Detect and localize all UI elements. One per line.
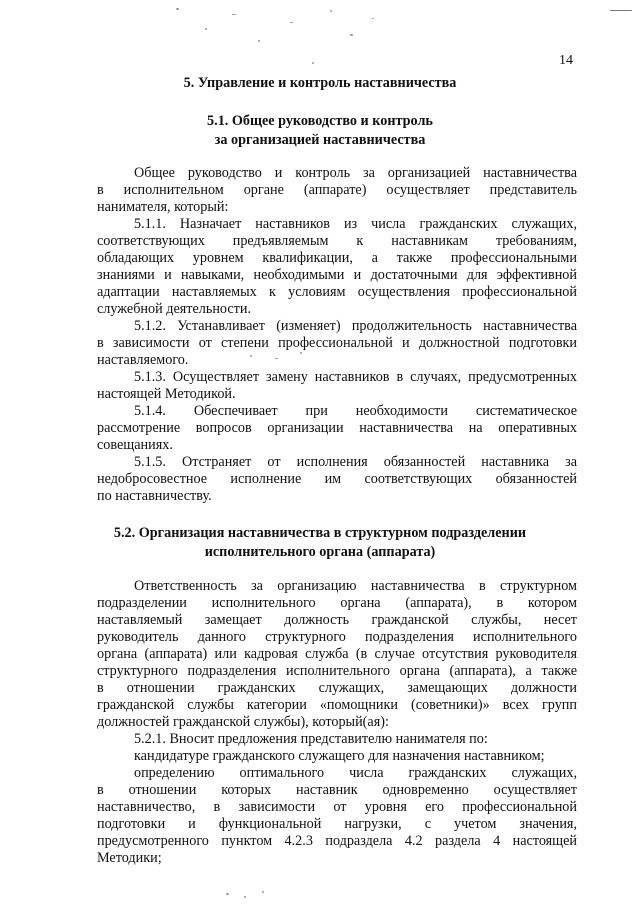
paragraph-line: 5.1.1. Назначает наставников из числа гражданских служащих, (134, 216, 577, 232)
paragraph-line: 5.1.3. Осуществляет замену наставников в случаях, предусмотренных (134, 369, 577, 385)
paragraph-line: 5.1.4. Обеспечивает при необходимости систематическое (134, 403, 577, 419)
subsection-2-title-line-2: исполнительного органа (аппарата) (204, 544, 436, 560)
paragraph-line: подготовки и функциональной нагрузки, с учетом значения, (97, 816, 577, 832)
paragraph-line: рассмотрение вопросов организации наставничества на оперативных (97, 420, 577, 436)
paragraph-line: наставничество, в зависимости от уровня его профессиональной (97, 799, 577, 815)
paragraph-line: в отношении гражданских служащих, замещающих должности (97, 680, 577, 696)
paragraph-line: по наставничеству. (97, 488, 212, 504)
paragraph-line: Методики; (97, 850, 162, 866)
paragraph-line: служебной деятельности. (97, 301, 252, 317)
paragraph-line: должностей гражданской службы), который(ая): (97, 714, 389, 730)
paragraph-line: органа (аппарата) или кадровая служба (в случае отсутствия руководителя (97, 646, 577, 662)
paragraph-line: адаптации наставляемых к условиям осуществления профессиональной (97, 284, 577, 300)
paragraph-line: 5.1.5. Отстраняет от исполнения обязанностей наставника за (134, 454, 577, 470)
paragraph-line: в исполнительном органе (аппарате) осуществляет представитель (97, 182, 577, 198)
paragraph-line: в зависимости от степени профессиональной и должностной подготовки (97, 335, 577, 351)
paragraph-line: совещаниях. (97, 437, 173, 453)
subsection-1-title-line-1: 5.1. Общее руководство и контроль (207, 113, 433, 129)
paragraph-line: 5.2.1. Вносит предложения представителю нанимателя по: (134, 731, 488, 747)
subsection-2-title (0, 524, 640, 562)
paragraph-line: обладающих уровнем квалификации, а также профессиональными (97, 250, 577, 266)
paragraph-line: структурного подразделения исполнительного органа (аппарата), а также (97, 663, 577, 679)
paragraph-line: гражданской службы категории «помощники (советники)» всех групп (97, 697, 577, 713)
paragraph-line: в отношении которых наставник одновременно осуществляет (97, 782, 577, 798)
paragraph-line: кандидатуре гражданского служащего для назначения наставником; (134, 748, 545, 764)
paragraph-line: нанимателя, который: (97, 199, 229, 215)
paragraph-line: предусмотренного пунктом 4.2.3 подраздела 4.2 раздела 4 настоящей (97, 833, 577, 849)
paragraph-line: определению оптимального числа гражданских служащих, (134, 765, 577, 781)
paragraph-line: руководитель данного структурного подразделения исполнительного (97, 629, 577, 645)
subsection-1-title (0, 112, 640, 150)
paragraph-line: настоящей Методикой. (97, 386, 236, 402)
page-number: 14 (559, 53, 573, 68)
section-title: 5. Управление и контроль наставничества (183, 75, 457, 91)
paragraph-line: Общее руководство и контроль за организацией наставничества (134, 165, 577, 181)
paragraph-line: недобросовестное исполнение им соответствующих обязанностей (97, 471, 577, 487)
paragraph-line: наставляемого. (97, 352, 189, 368)
paragraph-line: 5.1.2. Устанавливает (изменяет) продолжительность наставничества (134, 318, 577, 334)
subsection-2-title-line-1: 5.2. Организация наставничества в структурном подразделении (113, 525, 527, 541)
paragraph-line: знаниями и навыками, необходимыми и достаточными для эффективной (97, 267, 577, 283)
paragraph-line: соответствующих предъявляемым к наставникам требованиям, (97, 233, 577, 249)
paragraph-line: наставляемый замещает должность гражданской службы, несет (97, 612, 577, 628)
subsection-1-title-line-2: за организацией наставничества (214, 132, 426, 148)
paragraph-line: подразделении исполнительного органа (аппарата), в котором (97, 595, 577, 611)
paragraph-line: Ответственность за организацию наставничества в структурном (134, 578, 577, 594)
